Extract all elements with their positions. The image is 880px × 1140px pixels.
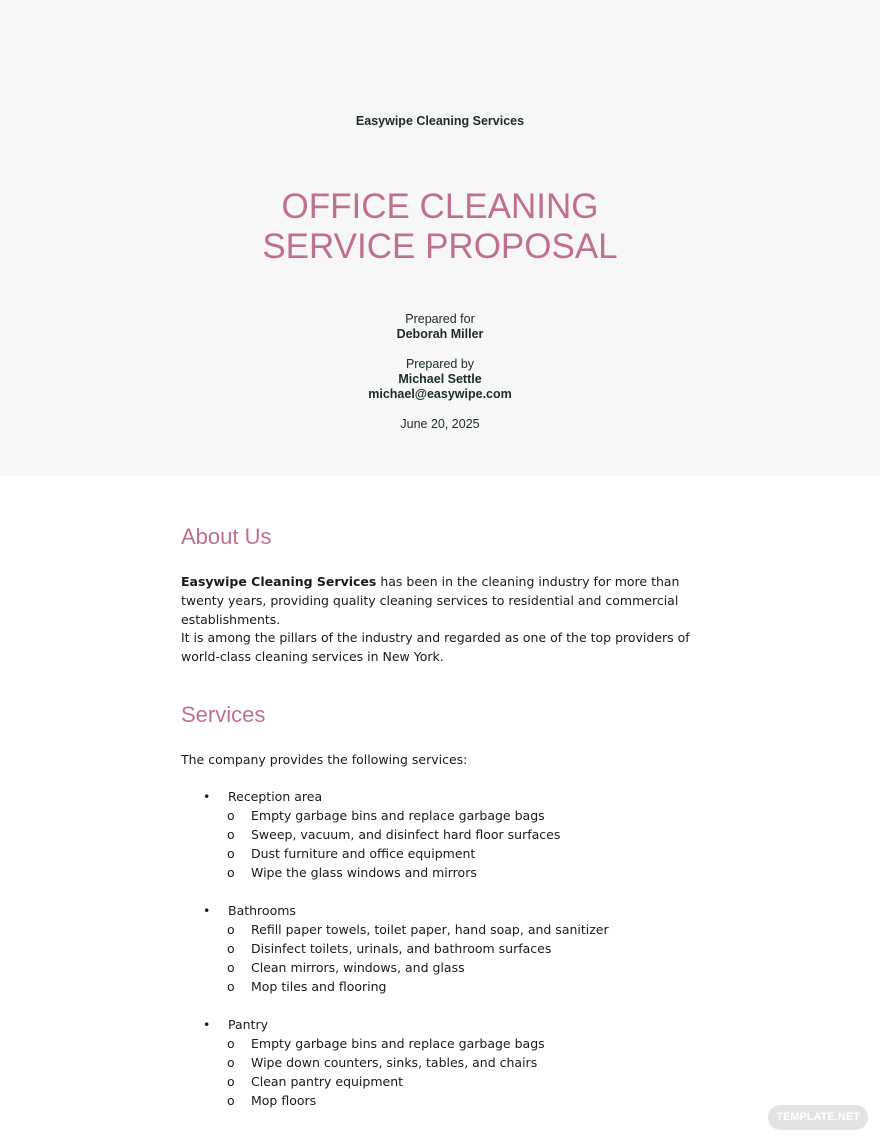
sub-bullet-marker: o [227, 827, 235, 842]
title-line-2: SERVICE PROPOSAL [262, 227, 618, 266]
service-group-label: Pantry [228, 1017, 268, 1032]
proposal-date: June 20, 2025 [400, 417, 480, 431]
prepared-for-label: Prepared for [405, 312, 475, 326]
sub-bullet-marker: o [227, 1036, 235, 1051]
bullet-marker: • [203, 1017, 211, 1032]
prepared-by-email: michael@easywipe.com [368, 387, 512, 401]
service-item: Mop tiles and flooring [251, 979, 387, 994]
service-item: Empty garbage bins and replace garbage bags [251, 808, 545, 823]
bullet-marker: • [203, 903, 211, 918]
service-item: Dust furniture and office equipment [251, 846, 476, 861]
sub-bullet-marker: o [227, 846, 235, 861]
sub-bullet-marker: o [227, 979, 235, 994]
sub-bullet-marker: o [227, 1055, 235, 1070]
service-item: Clean mirrors, windows, and glass [251, 960, 465, 975]
service-item: Mop floors [251, 1093, 317, 1108]
company-name: Easywipe Cleaning Services [355, 114, 525, 128]
sub-bullet-marker: o [227, 808, 235, 823]
title-line-1: OFFICE CLEANING [281, 187, 599, 226]
cover-section [0, 0, 880, 476]
document-title [0, 187, 880, 267]
sub-bullet-marker: o [227, 1093, 235, 1108]
sub-bullet-marker: o [227, 941, 235, 956]
service-item: Clean pantry equipment [251, 1074, 404, 1089]
service-group-label: Reception area [228, 789, 323, 804]
watermark-badge: TEMPLATE.NET [768, 1105, 868, 1130]
company-name-bold: Easywipe Cleaning Services [181, 574, 377, 589]
about-paragraph-1 [181, 572, 701, 629]
sub-bullet-marker: o [227, 1074, 235, 1089]
service-group-label: Bathrooms [228, 903, 296, 918]
about-paragraph-2: It is among the pillars of the industry and regarded as one of the top providers of world-class cleaning services in New York. [181, 630, 690, 664]
service-item: Refill paper towels, toilet paper, hand soap, and sanitizer [251, 922, 609, 937]
service-item: Wipe down counters, sinks, tables, and chairs [251, 1055, 538, 1070]
about-heading: About Us [181, 524, 272, 549]
service-item: Empty garbage bins and replace garbage bags [251, 1036, 545, 1051]
service-item: Wipe the glass windows and mirrors [251, 865, 477, 880]
services-heading: Services [181, 702, 266, 727]
sub-bullet-marker: o [227, 922, 235, 937]
prepared-by-name: Michael Settle [398, 372, 482, 386]
sub-bullet-marker: o [227, 960, 235, 975]
service-item: Sweep, vacuum, and disinfect hard floor surfaces [251, 827, 561, 842]
prepared-by-label: Prepared by [405, 357, 475, 371]
services-intro: The company provides the following services: [181, 752, 468, 767]
bullet-marker: • [203, 789, 211, 804]
sub-bullet-marker: o [227, 865, 235, 880]
prepared-for-name: Deborah Miller [396, 327, 484, 341]
service-item: Disinfect toilets, urinals, and bathroom surfaces [251, 941, 552, 956]
about-paragraph-1-text: has been in the cleaning industry for more than twenty years, providing quality cleaning services to residential and commercial establishments. [181, 574, 680, 627]
